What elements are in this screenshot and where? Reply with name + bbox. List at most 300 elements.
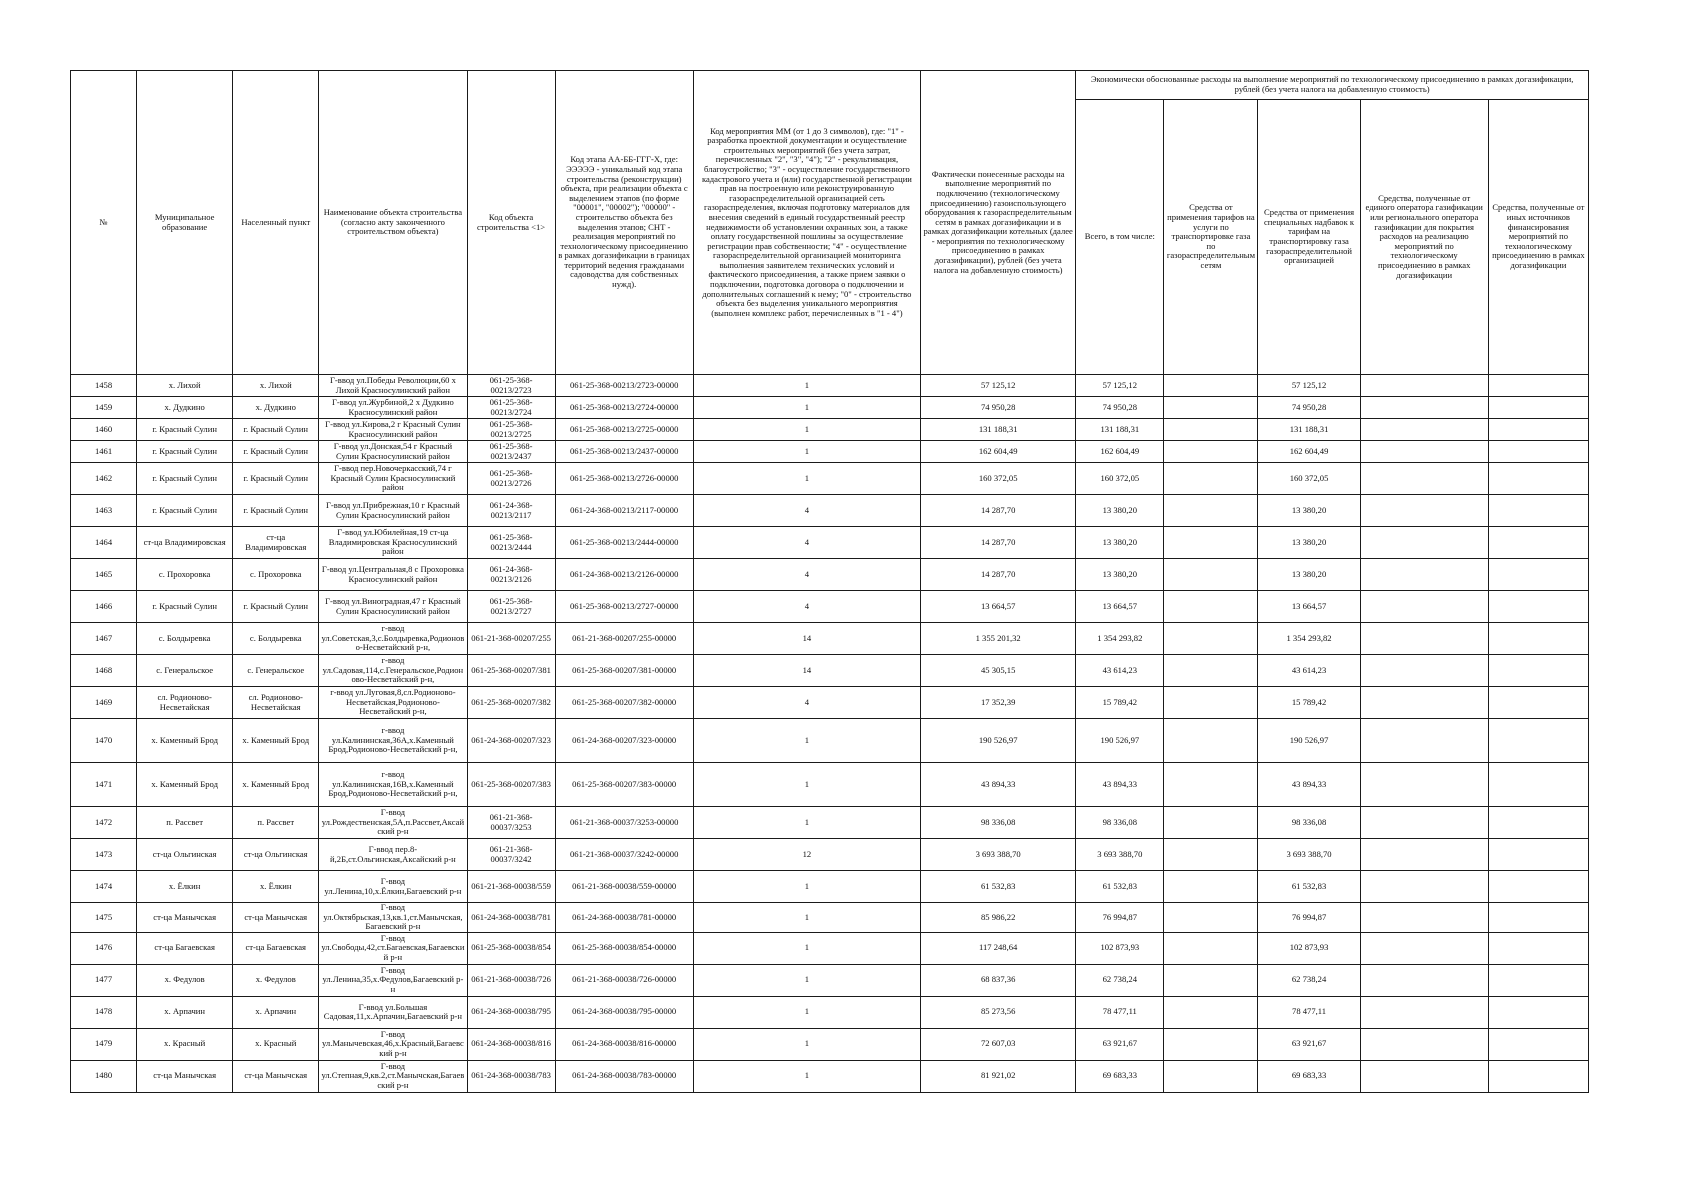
- cell-other-sources: [1488, 687, 1588, 719]
- cell-actual-costs: 45 305,15: [921, 655, 1076, 687]
- cell-municipality: г. Красный Сулин: [137, 591, 233, 623]
- cell-object-code: 061-25-368-00213/2723: [467, 375, 555, 397]
- cell-special-markups: 63 921,67: [1258, 1028, 1360, 1060]
- cell-municipality: х. Лихой: [137, 375, 233, 397]
- cell-settlement: ст-ца Багаевская: [233, 932, 319, 964]
- cell-actual-costs: 190 526,97: [921, 719, 1076, 763]
- table-row: [71, 591, 1589, 623]
- cell-event-code: 1: [693, 1060, 920, 1092]
- cell-tariff-transport: [1164, 397, 1258, 419]
- table-row: [71, 527, 1589, 559]
- cell-stage-code: 061-25-368-00038/854-00000: [555, 932, 693, 964]
- cell-special-markups: 3 693 388,70: [1258, 839, 1360, 871]
- cell-settlement: ст-ца Владимировская: [233, 527, 319, 559]
- table-row: [71, 623, 1589, 655]
- cell-actual-costs: 43 894,33: [921, 763, 1076, 807]
- cell-stage-code: 061-24-368-00207/323-00000: [555, 719, 693, 763]
- cell-municipality: х. Каменный Брод: [137, 763, 233, 807]
- cell-object-name: Г-ввод ул.Ленина,10,х.Ёлкин,Багаевский р-н: [319, 871, 467, 903]
- cell-actual-costs: 57 125,12: [921, 375, 1076, 397]
- cell-single-operator: [1360, 463, 1488, 495]
- cell-event-code: 1: [693, 763, 920, 807]
- cell-stage-code: 061-21-368-00037/3242-00000: [555, 839, 693, 871]
- cell-other-sources: [1488, 559, 1588, 591]
- cell-stage-code: 061-25-368-00207/383-00000: [555, 763, 693, 807]
- cell-tariff-transport: [1164, 495, 1258, 527]
- cell-single-operator: [1360, 495, 1488, 527]
- cell-special-markups: 98 336,08: [1258, 807, 1360, 839]
- cell-single-operator: [1360, 1028, 1488, 1060]
- table-row: [71, 687, 1589, 719]
- cell-settlement: ст-ца Ольгинская: [233, 839, 319, 871]
- cell-municipality: п. Рассвет: [137, 807, 233, 839]
- cell-settlement: х. Лихой: [233, 375, 319, 397]
- cell-object-code: 061-24-368-00207/323: [467, 719, 555, 763]
- cell-other-sources: [1488, 527, 1588, 559]
- cell-municipality: г. Красный Сулин: [137, 441, 233, 463]
- cell-object-name: Г-ввод ул.Донская,54 г Красный Сулин Красносулинский район: [319, 441, 467, 463]
- table-header: [71, 71, 1589, 375]
- cell-object-code: 061-25-368-00213/2444: [467, 527, 555, 559]
- cell-total: 160 372,05: [1076, 463, 1164, 495]
- cell-tariff-transport: [1164, 527, 1258, 559]
- cell-object-name: Г-ввод ул.Журбиной,2 х Дудкино Красносулинский район: [319, 397, 467, 419]
- cell-stage-code: 061-21-368-00207/255-00000: [555, 623, 693, 655]
- cell-event-code: 1: [693, 375, 920, 397]
- cell-municipality: с. Генеральское: [137, 655, 233, 687]
- cell-total: 13 380,20: [1076, 495, 1164, 527]
- cell-num: 1478: [71, 996, 137, 1028]
- table-row: [71, 964, 1589, 996]
- cell-event-code: 1: [693, 871, 920, 903]
- table-row: [71, 375, 1589, 397]
- cell-actual-costs: 17 352,39: [921, 687, 1076, 719]
- cell-single-operator: [1360, 996, 1488, 1028]
- cell-stage-code: 061-25-368-00207/381-00000: [555, 655, 693, 687]
- cell-num: 1476: [71, 932, 137, 964]
- cell-actual-costs: 74 950,28: [921, 397, 1076, 419]
- cell-tariff-transport: [1164, 463, 1258, 495]
- cell-object-name: г-ввод ул.Советская,3,с.Болдыревка,Родионово-Несветайский р-н,: [319, 623, 467, 655]
- header-single-operator: Средства, полученные от единого оператора газификации или регионального оператора газификации для покрытия расходов на реализацию мероприятий по технологическому присоединению в рамках догазификации: [1360, 100, 1488, 375]
- cell-object-name: Г-ввод ул.Октябрьская,13,кв.1,ст.Манычская,Багаевский р-н: [319, 903, 467, 933]
- cell-object-name: Г-ввод ул.Рождественская,5А,п.Рассвет,Аксайский р-н: [319, 807, 467, 839]
- cell-other-sources: [1488, 397, 1588, 419]
- table-row: [71, 419, 1589, 441]
- table-row: [71, 559, 1589, 591]
- header-num: №: [71, 71, 137, 375]
- cell-num: 1470: [71, 719, 137, 763]
- cell-single-operator: [1360, 903, 1488, 933]
- cell-single-operator: [1360, 839, 1488, 871]
- cell-municipality: г. Красный Сулин: [137, 495, 233, 527]
- table-row: [71, 655, 1589, 687]
- cell-single-operator: [1360, 1060, 1488, 1092]
- document-page: [70, 70, 1589, 1093]
- cell-object-code: 061-24-368-00038/795: [467, 996, 555, 1028]
- cell-settlement: с. Прохоровка: [233, 559, 319, 591]
- cell-settlement: ст-ца Манычская: [233, 1060, 319, 1092]
- cell-event-code: 1: [693, 807, 920, 839]
- cell-other-sources: [1488, 719, 1588, 763]
- cell-stage-code: 061-21-368-00038/726-00000: [555, 964, 693, 996]
- cell-object-name: Г-ввод ул.Кирова,2 г Красный Сулин Красносулинский район: [319, 419, 467, 441]
- cell-actual-costs: 3 693 388,70: [921, 839, 1076, 871]
- table-body: [71, 375, 1589, 1093]
- cell-tariff-transport: [1164, 964, 1258, 996]
- cell-num: 1468: [71, 655, 137, 687]
- cell-settlement: г. Красный Сулин: [233, 419, 319, 441]
- cell-total: 190 526,97: [1076, 719, 1164, 763]
- cell-num: 1471: [71, 763, 137, 807]
- cell-object-code: 061-25-368-00213/2437: [467, 441, 555, 463]
- cell-other-sources: [1488, 495, 1588, 527]
- cell-total: 13 380,20: [1076, 559, 1164, 591]
- cell-event-code: 12: [693, 839, 920, 871]
- cell-single-operator: [1360, 623, 1488, 655]
- cell-settlement: х. Федулов: [233, 964, 319, 996]
- cell-object-name: Г-ввод ул.Большая Садовая,11,х.Арпачин,Багаевский р-н: [319, 996, 467, 1028]
- cell-object-code: 061-21-368-00037/3242: [467, 839, 555, 871]
- cell-num: 1480: [71, 1060, 137, 1092]
- cell-object-name: Г-ввод ул.Центральная,8 с Прохоровка Красносулинский район: [319, 559, 467, 591]
- cell-tariff-transport: [1164, 441, 1258, 463]
- cell-special-markups: 15 789,42: [1258, 687, 1360, 719]
- header-other-sources: Средства, полученные от иных источников финансирования мероприятий по технологическому присоединению в рамках догазификации: [1488, 100, 1588, 375]
- cell-special-markups: 43 894,33: [1258, 763, 1360, 807]
- cell-other-sources: [1488, 807, 1588, 839]
- cell-total: 61 532,83: [1076, 871, 1164, 903]
- cell-other-sources: [1488, 463, 1588, 495]
- cell-object-code: 061-25-368-00207/382: [467, 687, 555, 719]
- cell-total: 131 188,31: [1076, 419, 1164, 441]
- cell-municipality: с. Прохоровка: [137, 559, 233, 591]
- table-row: [71, 932, 1589, 964]
- cell-single-operator: [1360, 559, 1488, 591]
- cell-num: 1473: [71, 839, 137, 871]
- cell-municipality: г. Красный Сулин: [137, 419, 233, 441]
- cell-other-sources: [1488, 655, 1588, 687]
- cell-other-sources: [1488, 375, 1588, 397]
- header-stage-code: Код этапа АА-ББ-ГГГ-Х, где: ЭЭЭЭЭ - уникальный код этапа строительства (реконструкции) объекта, при реализации объекта с выделением этапов (по форме "00001", "00002"); "00000" - строительство объекта без выделения этапов; СНТ - реализация мероприятий по технологическому присоединению в рамках догазификации в границах территорий ведения гражданами садоводства для собственных нужд).: [555, 71, 693, 375]
- cell-total: 62 738,24: [1076, 964, 1164, 996]
- cell-special-markups: 57 125,12: [1258, 375, 1360, 397]
- cell-special-markups: 13 380,20: [1258, 495, 1360, 527]
- cell-object-code: 061-21-368-00037/3253: [467, 807, 555, 839]
- cell-special-markups: 76 994,87: [1258, 903, 1360, 933]
- cell-single-operator: [1360, 441, 1488, 463]
- cell-stage-code: 061-24-368-00038/781-00000: [555, 903, 693, 933]
- header-total: Всего, в том числе:: [1076, 100, 1164, 375]
- cell-num: 1467: [71, 623, 137, 655]
- cell-settlement: х. Арпачин: [233, 996, 319, 1028]
- cell-other-sources: [1488, 932, 1588, 964]
- cell-actual-costs: 162 604,49: [921, 441, 1076, 463]
- cell-num: 1465: [71, 559, 137, 591]
- header-actual-costs: Фактически понесенные расходы на выполнение мероприятий по подключению (технологическому присоединению) газоиспользующего оборудования к газораспределительным сетям в рамках догазификации и в рамках догазификации котельных (далее - мероприятия по технологическому присоединению в рамках догазификации), рублей (без учета налога на добавленную стоимость): [921, 71, 1076, 375]
- header-object-code: Код объекта строительства <1>: [467, 71, 555, 375]
- table-row: [71, 495, 1589, 527]
- cell-single-operator: [1360, 419, 1488, 441]
- table-row: [71, 996, 1589, 1028]
- cell-special-markups: 131 188,31: [1258, 419, 1360, 441]
- table-row: [71, 1028, 1589, 1060]
- cell-special-markups: 190 526,97: [1258, 719, 1360, 763]
- cell-special-markups: 102 873,93: [1258, 932, 1360, 964]
- cell-other-sources: [1488, 763, 1588, 807]
- cell-stage-code: 061-25-368-00213/2727-00000: [555, 591, 693, 623]
- cell-num: 1475: [71, 903, 137, 933]
- cell-municipality: с. Болдыревка: [137, 623, 233, 655]
- cell-special-markups: 61 532,83: [1258, 871, 1360, 903]
- cell-single-operator: [1360, 687, 1488, 719]
- cell-tariff-transport: [1164, 903, 1258, 933]
- table-row: [71, 463, 1589, 495]
- cell-event-code: 4: [693, 687, 920, 719]
- cell-object-name: Г-ввод пер.Новочеркасский,74 г Красный Сулин Красносулинский район: [319, 463, 467, 495]
- cell-municipality: х. Арпачин: [137, 996, 233, 1028]
- cell-num: 1474: [71, 871, 137, 903]
- cell-object-code: 061-25-368-00038/854: [467, 932, 555, 964]
- cell-settlement: г. Красный Сулин: [233, 495, 319, 527]
- cell-tariff-transport: [1164, 763, 1258, 807]
- cell-other-sources: [1488, 903, 1588, 933]
- cell-stage-code: 061-25-368-00213/2437-00000: [555, 441, 693, 463]
- cell-municipality: ст-ца Багаевская: [137, 932, 233, 964]
- cell-municipality: ст-ца Ольгинская: [137, 839, 233, 871]
- cell-event-code: 14: [693, 623, 920, 655]
- cell-object-code: 061-25-368-00213/2727: [467, 591, 555, 623]
- cell-actual-costs: 85 986,22: [921, 903, 1076, 933]
- cell-tariff-transport: [1164, 932, 1258, 964]
- cell-object-name: Г-ввод ул.Виноградная,47 г Красный Сулин Красносулинский район: [319, 591, 467, 623]
- cell-stage-code: 061-25-368-00213/2723-00000: [555, 375, 693, 397]
- cell-municipality: х. Дудкино: [137, 397, 233, 419]
- cell-num: 1469: [71, 687, 137, 719]
- cell-event-code: 1: [693, 996, 920, 1028]
- cell-actual-costs: 1 355 201,32: [921, 623, 1076, 655]
- cell-tariff-transport: [1164, 655, 1258, 687]
- cell-num: 1459: [71, 397, 137, 419]
- cell-num: 1461: [71, 441, 137, 463]
- cell-total: 3 693 388,70: [1076, 839, 1164, 871]
- cell-event-code: 1: [693, 932, 920, 964]
- cell-event-code: 4: [693, 591, 920, 623]
- cell-object-name: г-ввод ул.Калининская,36А,х.Каменный Брод,Родионово-Несветайский р-н,: [319, 719, 467, 763]
- cell-special-markups: 13 664,57: [1258, 591, 1360, 623]
- cell-tariff-transport: [1164, 719, 1258, 763]
- cell-object-code: 061-24-368-00213/2126: [467, 559, 555, 591]
- cell-stage-code: 061-21-368-00037/3253-00000: [555, 807, 693, 839]
- cell-event-code: 1: [693, 719, 920, 763]
- cell-other-sources: [1488, 591, 1588, 623]
- cell-municipality: г. Красный Сулин: [137, 463, 233, 495]
- cell-actual-costs: 98 336,08: [921, 807, 1076, 839]
- cell-tariff-transport: [1164, 807, 1258, 839]
- cell-total: 69 683,33: [1076, 1060, 1164, 1092]
- cell-object-name: Г-ввод ул.Манычевская,46,х.Красный,Багаевский р-н: [319, 1028, 467, 1060]
- cell-num: 1472: [71, 807, 137, 839]
- cell-total: 43 614,23: [1076, 655, 1164, 687]
- cell-num: 1463: [71, 495, 137, 527]
- cell-single-operator: [1360, 591, 1488, 623]
- cell-municipality: х. Каменный Брод: [137, 719, 233, 763]
- cell-settlement: г. Красный Сулин: [233, 463, 319, 495]
- cell-special-markups: 1 354 293,82: [1258, 623, 1360, 655]
- cell-settlement: х. Каменный Брод: [233, 719, 319, 763]
- cell-num: 1479: [71, 1028, 137, 1060]
- cell-settlement: г. Красный Сулин: [233, 591, 319, 623]
- header-object-name: Наименование объекта строительства (согласно акту законченного строительством объекта): [319, 71, 467, 375]
- cell-object-name: Г-ввод пер.8-й,2Б,ст.Ольгинская,Аксайский р-н: [319, 839, 467, 871]
- cell-tariff-transport: [1164, 623, 1258, 655]
- cell-special-markups: 62 738,24: [1258, 964, 1360, 996]
- cell-municipality: х. Федулов: [137, 964, 233, 996]
- cell-object-name: Г-ввод ул.Свободы,42,ст.Багаевская,Багаевский р-н: [319, 932, 467, 964]
- header-tariff-transport: Средства от применения тарифов на услуги по транспортировке газа по газораспределительным сетям: [1164, 100, 1258, 375]
- cell-object-code: 061-24-368-00038/816: [467, 1028, 555, 1060]
- cell-tariff-transport: [1164, 996, 1258, 1028]
- cell-total: 76 994,87: [1076, 903, 1164, 933]
- cell-settlement: п. Рассвет: [233, 807, 319, 839]
- cell-stage-code: 061-25-368-00213/2444-00000: [555, 527, 693, 559]
- cell-total: 63 921,67: [1076, 1028, 1164, 1060]
- cell-settlement: с. Генеральское: [233, 655, 319, 687]
- cell-actual-costs: 14 287,70: [921, 559, 1076, 591]
- cell-num: 1460: [71, 419, 137, 441]
- cell-object-code: 061-24-368-00213/2117: [467, 495, 555, 527]
- cell-total: 74 950,28: [1076, 397, 1164, 419]
- cell-settlement: х. Ёлкин: [233, 871, 319, 903]
- cell-municipality: х. Ёлкин: [137, 871, 233, 903]
- cell-other-sources: [1488, 419, 1588, 441]
- cell-single-operator: [1360, 719, 1488, 763]
- cell-num: 1462: [71, 463, 137, 495]
- cell-other-sources: [1488, 996, 1588, 1028]
- cell-tariff-transport: [1164, 871, 1258, 903]
- table-row: [71, 903, 1589, 933]
- table-row: [71, 397, 1589, 419]
- cell-event-code: 14: [693, 655, 920, 687]
- cell-event-code: 1: [693, 419, 920, 441]
- cell-object-code: 061-25-368-00207/383: [467, 763, 555, 807]
- header-economic-costs-group: Экономически обоснованные расходы на выполнение мероприятий по технологическому присоединению в рамках догазификации, рублей (без учета налога на добавленную стоимость): [1076, 71, 1589, 100]
- cell-actual-costs: 81 921,02: [921, 1060, 1076, 1092]
- cell-num: 1458: [71, 375, 137, 397]
- table-row: [71, 763, 1589, 807]
- cell-special-markups: 13 380,20: [1258, 559, 1360, 591]
- cell-actual-costs: 61 532,83: [921, 871, 1076, 903]
- cell-object-code: 061-21-368-00038/559: [467, 871, 555, 903]
- cell-actual-costs: 131 188,31: [921, 419, 1076, 441]
- cell-object-name: Г-ввод ул.Степная,9,кв.2,ст.Манычская,Багаевский р-н: [319, 1060, 467, 1092]
- cell-total: 57 125,12: [1076, 375, 1164, 397]
- cell-settlement: ст-ца Манычская: [233, 903, 319, 933]
- cell-total: 102 873,93: [1076, 932, 1164, 964]
- cell-stage-code: 061-24-368-00038/783-00000: [555, 1060, 693, 1092]
- gasification-costs-table: [70, 70, 1589, 1093]
- cell-actual-costs: 14 287,70: [921, 527, 1076, 559]
- cell-object-name: Г-ввод ул.Победы Революции,60 х Лихой Красносулинский район: [319, 375, 467, 397]
- cell-num: 1477: [71, 964, 137, 996]
- cell-total: 13 380,20: [1076, 527, 1164, 559]
- cell-object-name: г-ввод ул.Калининская,16В,х.Каменный Брод,Родионово-Несветайский р-н,: [319, 763, 467, 807]
- cell-single-operator: [1360, 964, 1488, 996]
- table-row: [71, 839, 1589, 871]
- cell-settlement: с. Болдыревка: [233, 623, 319, 655]
- cell-single-operator: [1360, 375, 1488, 397]
- cell-total: 98 336,08: [1076, 807, 1164, 839]
- cell-tariff-transport: [1164, 559, 1258, 591]
- cell-event-code: 1: [693, 441, 920, 463]
- cell-event-code: 4: [693, 495, 920, 527]
- cell-single-operator: [1360, 763, 1488, 807]
- cell-single-operator: [1360, 932, 1488, 964]
- cell-stage-code: 061-24-368-00038/816-00000: [555, 1028, 693, 1060]
- header-special-markups: Средства от применения специальных надбавок к тарифам на транспортировку газа газораспределительной организацией: [1258, 100, 1360, 375]
- cell-tariff-transport: [1164, 1060, 1258, 1092]
- table-row: [71, 1060, 1589, 1092]
- cell-actual-costs: 160 372,05: [921, 463, 1076, 495]
- cell-object-name: Г-ввод ул.Юбилейная,19 ст-ца Владимировская Красносулинский район: [319, 527, 467, 559]
- cell-settlement: х. Красный: [233, 1028, 319, 1060]
- cell-special-markups: 78 477,11: [1258, 996, 1360, 1028]
- cell-actual-costs: 117 248,64: [921, 932, 1076, 964]
- cell-object-code: 061-25-368-00213/2724: [467, 397, 555, 419]
- cell-settlement: х. Каменный Брод: [233, 763, 319, 807]
- cell-num: 1464: [71, 527, 137, 559]
- cell-special-markups: 43 614,23: [1258, 655, 1360, 687]
- cell-stage-code: 061-25-368-00213/2725-00000: [555, 419, 693, 441]
- cell-tariff-transport: [1164, 1028, 1258, 1060]
- header-settlement: Населенный пункт: [233, 71, 319, 375]
- cell-stage-code: 061-25-368-00213/2724-00000: [555, 397, 693, 419]
- cell-settlement: сл. Родионово-Несветайская: [233, 687, 319, 719]
- cell-special-markups: 74 950,28: [1258, 397, 1360, 419]
- cell-actual-costs: 85 273,56: [921, 996, 1076, 1028]
- cell-total: 78 477,11: [1076, 996, 1164, 1028]
- cell-tariff-transport: [1164, 839, 1258, 871]
- cell-object-code: 061-21-368-00207/255: [467, 623, 555, 655]
- cell-stage-code: 061-24-368-00213/2126-00000: [555, 559, 693, 591]
- cell-settlement: х. Дудкино: [233, 397, 319, 419]
- table-row: [71, 719, 1589, 763]
- cell-tariff-transport: [1164, 375, 1258, 397]
- cell-municipality: ст-ца Владимировская: [137, 527, 233, 559]
- cell-object-code: 061-25-368-00213/2725: [467, 419, 555, 441]
- cell-num: 1466: [71, 591, 137, 623]
- cell-other-sources: [1488, 1060, 1588, 1092]
- cell-total: 15 789,42: [1076, 687, 1164, 719]
- cell-stage-code: 061-21-368-00038/559-00000: [555, 871, 693, 903]
- cell-municipality: х. Красный: [137, 1028, 233, 1060]
- cell-actual-costs: 72 607,03: [921, 1028, 1076, 1060]
- header-event-code: Код мероприятия ММ (от 1 до 3 символов), где: "1" - разработка проектной документации и осуществление строительных мероприятий (без учета затрат, перечисленных "2", "3", "4"); "2" - рекультивация, благоустройство; "3" - осуществление государственного кадастрового учета и (или) государственной регистрации прав на построенную или реконструированную газораспределительной организацией сеть газораспределения, включая подготовку материалов для внесения сведений в единый государственный реестр недвижимости об установлении охранных зон, а также оплату государственной пошлины за осуществление регистрации прав собственности; "4" - осуществление газораспределительной организацией мониторинга выполнения заявителем технических условий и фактического присоединения, а также прием заявки о подключении, подготовка договора о подключении и дополнительных соглашений к нему; "0" - строительство объекта без выделения уникального мероприятия (выполнен комплекс работ, перечисленных в "1 - 4"): [693, 71, 920, 375]
- cell-single-operator: [1360, 655, 1488, 687]
- cell-single-operator: [1360, 871, 1488, 903]
- cell-stage-code: 061-25-368-00207/382-00000: [555, 687, 693, 719]
- cell-object-name: Г-ввод ул.Ленина,35,х.Федулов,Багаевский р-н: [319, 964, 467, 996]
- cell-object-name: г-ввод ул.Садовая,114,с.Генеральское,Родионово-Несветайский р-н,: [319, 655, 467, 687]
- cell-other-sources: [1488, 441, 1588, 463]
- cell-special-markups: 13 380,20: [1258, 527, 1360, 559]
- cell-actual-costs: 13 664,57: [921, 591, 1076, 623]
- cell-object-code: 061-24-368-00038/781: [467, 903, 555, 933]
- cell-total: 43 894,33: [1076, 763, 1164, 807]
- cell-single-operator: [1360, 397, 1488, 419]
- cell-municipality: ст-ца Манычская: [137, 1060, 233, 1092]
- cell-special-markups: 160 372,05: [1258, 463, 1360, 495]
